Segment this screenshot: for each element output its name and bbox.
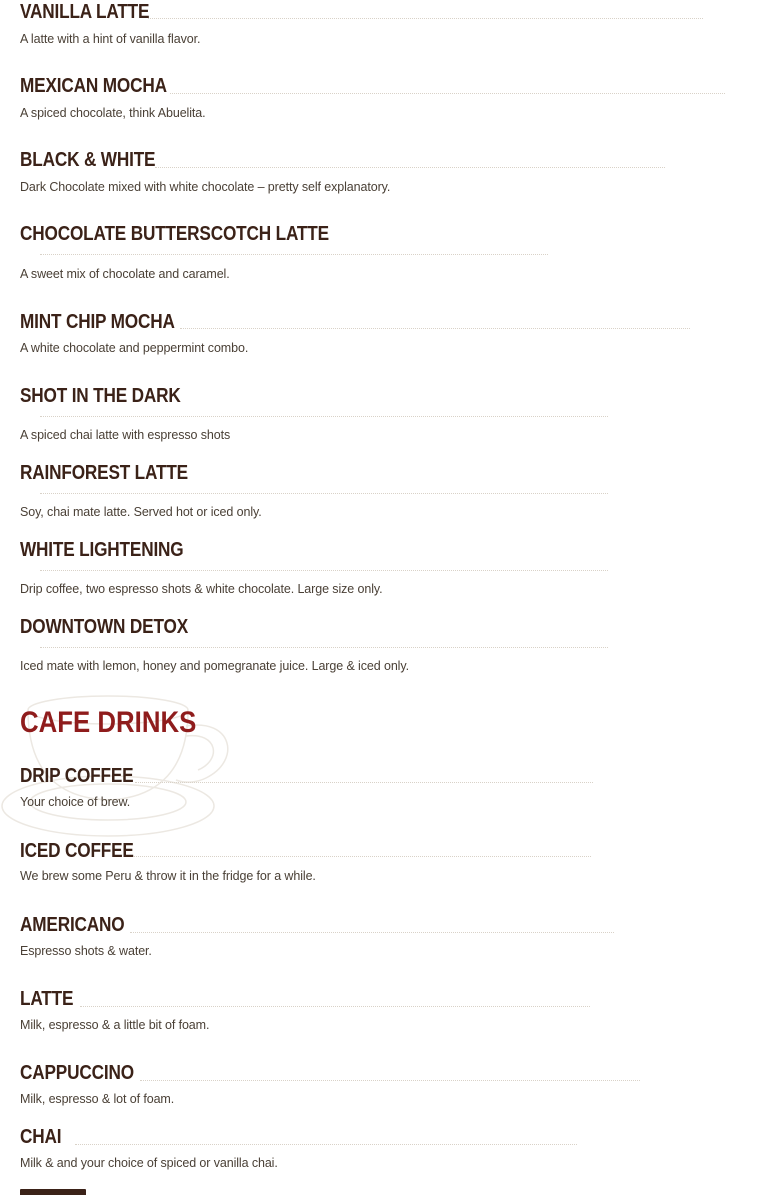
menu-item-description: A spiced chai latte with espresso shots	[20, 428, 231, 442]
menu-item-description: Iced mate with lemon, honey and pomegranate juice. Large & iced only.	[20, 659, 409, 673]
leader-dots	[140, 1080, 640, 1081]
leader-dots	[133, 856, 591, 857]
menu-item-name: MEXICAN MOCHA	[20, 75, 167, 97]
leader-dots	[40, 647, 608, 648]
leader-dots	[155, 167, 665, 168]
leader-dots	[180, 328, 690, 329]
menu-item-name: CAPPUCCINO	[20, 1062, 134, 1084]
menu-item-description: Drip coffee, two espresso shots & white chocolate. Large size only.	[20, 582, 383, 596]
menu-item-description: A latte with a hint of vanilla flavor.	[20, 32, 201, 46]
section-title-cafe-drinks: CAFE DRINKS	[20, 706, 197, 739]
menu-item-description: A white chocolate and peppermint combo.	[20, 341, 249, 355]
leader-dots	[75, 1144, 577, 1145]
menu-item-description: A sweet mix of chocolate and caramel.	[20, 267, 230, 281]
menu-item-name: SHOT IN THE DARK	[20, 385, 181, 407]
leader-dots	[40, 493, 608, 494]
menu-item-description: Milk, espresso & a little bit of foam.	[20, 1018, 210, 1032]
menu-item-name: MINT CHIP MOCHA	[20, 311, 175, 333]
menu-item-description: Your choice of brew.	[20, 795, 131, 809]
leader-dots	[40, 416, 608, 417]
menu-item-description: Espresso shots & water.	[20, 944, 152, 958]
menu-item-description: Dark Chocolate mixed with white chocolate – pretty self explanatory.	[20, 180, 391, 194]
leader-dots	[170, 93, 725, 94]
menu-item-description: Milk & and your choice of spiced or vanilla chai.	[20, 1156, 278, 1170]
cutoff-heading-fragment	[20, 1189, 86, 1195]
menu-item-description: Soy, chai mate latte. Served hot or iced only.	[20, 505, 262, 519]
menu-item-name: CHOCOLATE BUTTERSCOTCH LATTE	[20, 223, 329, 245]
menu-item-name: BLACK & WHITE	[20, 149, 156, 171]
leader-dots	[135, 782, 593, 783]
menu-item-name: ICED COFFEE	[20, 840, 134, 862]
leader-dots	[40, 254, 548, 255]
leader-dots	[148, 18, 703, 19]
leader-dots	[130, 932, 614, 933]
menu-item-description: Milk, espresso & lot of foam.	[20, 1092, 175, 1106]
menu-item-name: LATTE	[20, 988, 74, 1010]
menu-item-name: WHITE LIGHTENING	[20, 539, 184, 561]
menu-item-description: A spiced chocolate, think Abuelita.	[20, 106, 206, 120]
menu-item-name: CHAI	[20, 1126, 62, 1148]
menu-item-description: We brew some Peru & throw it in the fridge for a while.	[20, 869, 316, 883]
menu-item-name: DRIP COFFEE	[20, 765, 134, 787]
leader-dots	[80, 1006, 590, 1007]
menu-item-name: AMERICANO	[20, 914, 125, 936]
menu-item-name: VANILLA LATTE	[20, 1, 150, 23]
menu-item-name: RAINFOREST LATTE	[20, 462, 188, 484]
leader-dots	[40, 570, 608, 571]
cutoff-menu-item-name	[20, 1186, 90, 1195]
menu-item-name: DOWNTOWN DETOX	[20, 616, 189, 638]
